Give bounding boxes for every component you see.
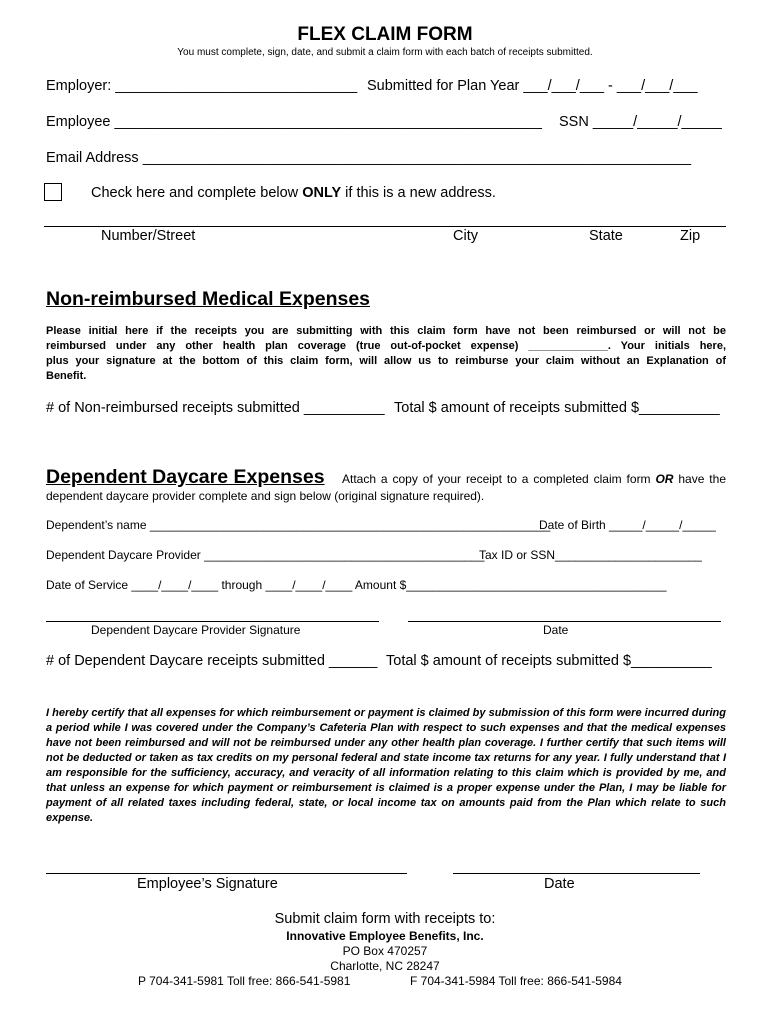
zip-label: Zip bbox=[680, 228, 701, 244]
form-title: FLEX CLAIM FORM bbox=[297, 24, 473, 45]
new-address-label bbox=[91, 185, 496, 201]
daycare-attach-note bbox=[342, 472, 726, 486]
phone-number: P 704-341-5981 Toll free: 866-541-5981 bbox=[138, 974, 351, 988]
fax-number: F 704-341-5984 Toll free: 866-541-5984 bbox=[410, 974, 622, 988]
city-label: City bbox=[453, 228, 478, 244]
form-subtitle: You must complete, sign, date, and submit a claim form with each batch of receipts submitted. bbox=[177, 47, 593, 58]
daycare-receipt-total-field[interactable]: Total $ amount of receipts submitted $__________ bbox=[386, 653, 712, 669]
ssn-field[interactable]: SSN _____/_____/_____ bbox=[559, 114, 722, 130]
dependent-dob-field[interactable]: Date of Birth _____/_____/_____ bbox=[539, 518, 716, 532]
medical-receipt-count-field[interactable]: # of Non-reimbursed receipts submitted __________ bbox=[46, 400, 385, 416]
employee-signature-line[interactable] bbox=[46, 873, 407, 874]
company-city: Charlotte, NC 28247 bbox=[330, 959, 440, 973]
provider-field[interactable]: Dependent Daycare Provider __________________________________________ bbox=[46, 548, 485, 562]
submit-instructions: Submit claim form with receipts to: bbox=[274, 911, 496, 927]
employer-field[interactable]: Employer: ______________________________ bbox=[46, 78, 358, 94]
provider-signature-line[interactable] bbox=[46, 621, 379, 622]
medical-receipt-total-field[interactable]: Total $ amount of receipts submitted $__________ bbox=[394, 400, 720, 416]
daycare-attach-post: have the bbox=[673, 472, 726, 486]
dependent-name-field[interactable]: Dependent’s name ____________________________________________________________ bbox=[46, 518, 551, 532]
street-label: Number/Street bbox=[101, 228, 196, 244]
company-po-box: PO Box 470257 bbox=[342, 944, 428, 958]
daycare-heading: Dependent Daycare Expenses bbox=[46, 466, 325, 488]
email-field[interactable]: Email Address ____________________________________________________________________ bbox=[46, 150, 692, 166]
provider-date-line[interactable] bbox=[408, 621, 721, 622]
medical-instructions bbox=[46, 324, 726, 384]
company-name: Innovative Employee Benefits, Inc. bbox=[286, 929, 484, 943]
employee-date-label: Date bbox=[544, 876, 575, 892]
employee-date-line[interactable] bbox=[453, 873, 700, 874]
certification-statement: I hereby certify that all expenses for which reimbursement or payment is claimed by submission of this form were incurred during a period while I was covered under the Company’s Cafeteria Plan with respect to such expenses and that the medical expenses have not been reimbursed and will not be reimbursed under any other health plan coverage. I further certify that such items will not be deducted or taken as tax credits on my personal federal and state income tax returns for any year. I fully understand that I am responsible for the sufficiency, accuracy, and veracity of all information relating to this claim which is provided by me, and that unless an expense for which payment or reimbursement is claimed is a proper expense under the Plan, I may be liable for payment of all related taxes including federal, state, or local income tax on amounts paid from the Plan which relate to such expense. bbox=[46, 707, 726, 824]
new-address-label-pre: Check here and complete below bbox=[91, 185, 303, 201]
medical-line-2[interactable]: reimbursed under any other health plan coverage (true out-of-pocket expense) _____________. Your initials here, bbox=[46, 340, 726, 352]
state-label: State bbox=[589, 228, 623, 244]
medical-line-1: Please initial here if the receipts you are submitting with this claim form have not been reimbursed or will not be bbox=[46, 325, 726, 337]
daycare-attach-pre: Attach a copy of your receipt to a completed claim form bbox=[342, 472, 656, 486]
provider-taxid-field[interactable]: Tax ID or SSN______________________ bbox=[479, 548, 702, 562]
new-address-checkbox[interactable] bbox=[44, 183, 62, 201]
employee-signature-label: Employee’s Signature bbox=[137, 876, 278, 892]
daycare-attach-note-2: dependent daycare provider complete and sign below (original signature required). bbox=[46, 489, 485, 503]
medical-line-3: plus your signature at the bottom of this claim form, will allow us to reimburse your claim without an Explanation of bbox=[46, 355, 726, 367]
address-line[interactable] bbox=[44, 226, 726, 227]
new-address-label-post: if this is a new address. bbox=[341, 185, 496, 201]
employee-field[interactable]: Employee _____________________________________________________ bbox=[46, 114, 542, 130]
medical-line-4: Benefit. bbox=[46, 370, 87, 382]
daycare-receipt-count-field[interactable]: # of Dependent Daycare receipts submitted ______ bbox=[46, 653, 378, 669]
provider-date-label: Date bbox=[543, 623, 569, 637]
plan-year-field[interactable]: Submitted for Plan Year ___/___/___ - ___/___/___ bbox=[367, 78, 698, 94]
daycare-attach-or: OR bbox=[655, 472, 674, 486]
medical-heading: Non-reimbursed Medical Expenses bbox=[46, 288, 371, 310]
provider-signature-label: Dependent Daycare Provider Signature bbox=[91, 623, 301, 637]
new-address-label-only: ONLY bbox=[302, 185, 342, 201]
service-date-amount-field[interactable]: Date of Service ____/____/____ through ____/____/____ Amount $_______________________________________ bbox=[46, 578, 667, 592]
